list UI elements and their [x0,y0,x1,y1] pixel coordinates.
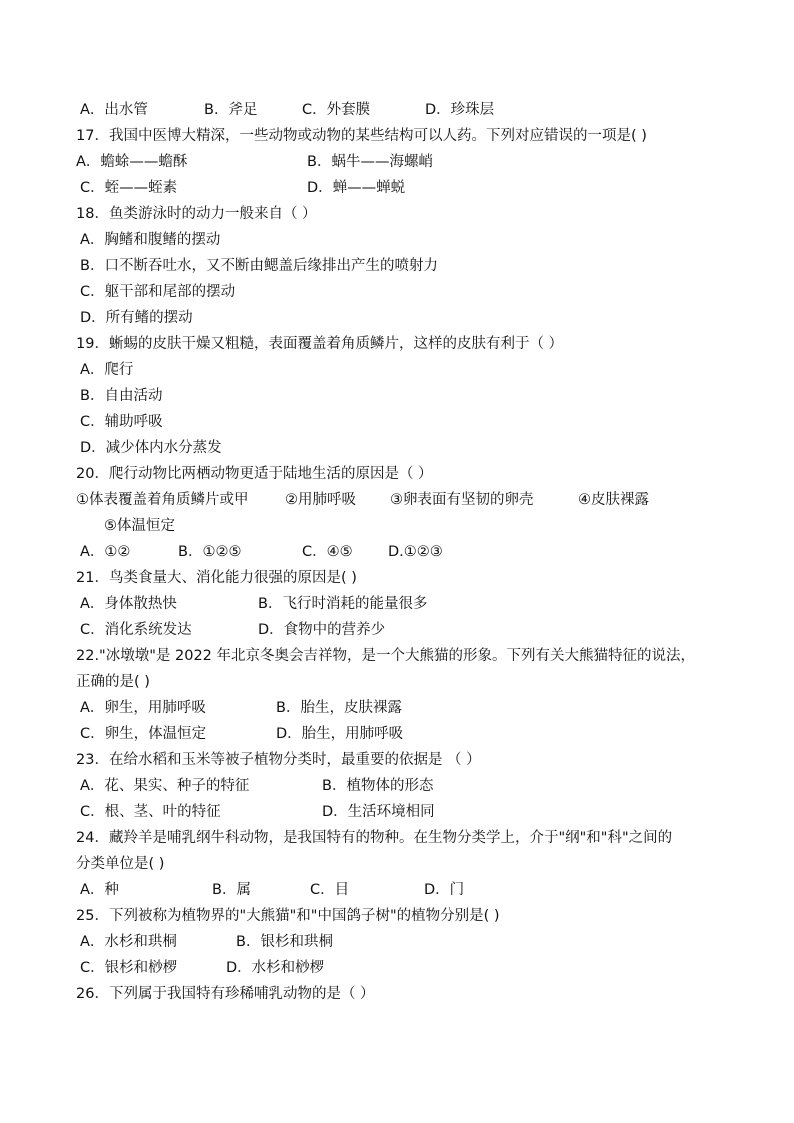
q22-option-c: C．卵生，体温恒定 [80,726,207,742]
q16-option-a: A．出水管 [80,102,148,118]
q20-item-5: ⑤体温恒定 [104,518,175,534]
q24-option-c: C．目 [310,882,350,898]
q20-option-b: B．①②⑤ [178,544,242,560]
q16-option-d: D．珍珠层 [425,102,495,118]
q23-option-c: C．根、茎、叶的特征 [80,804,221,820]
q20-item-4: ④皮肤裸露 [578,492,649,508]
q17-option-c: C．蛭——蛭素 [80,180,178,196]
q20-option-d: D.①②③ [388,544,443,560]
q25-option-b: B．银杉和珙桐 [236,934,333,950]
q20-item-2: ②用肺呼吸 [285,492,356,508]
q25-option-d: D．水杉和桫椤 [226,960,325,976]
q24-option-b: B．属 [212,882,251,898]
q22-option-d: D．胎生，用肺呼吸 [276,726,404,742]
q16-option-b: B．斧足 [204,102,258,118]
q16-option-c: C．外套膜 [302,102,371,118]
q21-option-c: C．消化系统发达 [80,622,192,638]
q17-option-d: D．蝉——蝉蜕 [307,180,406,196]
q25-option-c: C．银杉和桫椤 [80,960,178,976]
q20-option-a: A．①② [80,544,131,560]
q22-option-b: B．胎生，皮肤裸露 [276,700,402,716]
q24-option-a: A．种 [80,882,119,898]
q20-item-3: ③卵表面有坚韧的卵壳 [390,492,534,508]
q20-item-1: ①体表覆盖着角质鳞片或甲 [76,492,249,508]
q23-option-d: D．生活环境相同 [322,804,435,820]
q21-option-a: A．身体散热快 [80,596,177,612]
q17-option-a: A．蟾蜍——蟾酥 [76,154,188,170]
exam-page: A．出水管 B．斧足 C．外套膜 D．珍珠层 17．我国中医博大精深，一些动物或动物的某些结构可以人药。下列对应错误的一项是( ) A．蟾蜍——蟾酥 B．蜗牛——海螺峭 C．蛭——蛭素 D．蝉——蝉蜕 18．鱼类游泳时的动力一般来自（ ） A．胸鳍和腹鳍的摆动 B．口不断吞吐水，又不断由鳃盖后缘排出产生的喷射力 C．躯干部和尾部的摆动 D．所有鳍的摆动 19．蜥蜴的皮肤干燥又粗糙，表面覆盖着角质鳞片，这样的皮肤有利于（ ） A．爬行 B．自由活动 C．辅助呼吸 D．减少体内水分蒸发 20．爬行动物比两栖动物更适于陆地生活的原因是（ ） ①体表覆盖着角质鳞片或甲 ②用肺呼吸 ③卵表面有坚韧的卵壳 ④皮肤裸露 ⑤体温恒定 A．①② B．①②⑤ C．④⑤ D.①②③ 21．鸟类食量大、消化能力很强的原因是( ) A．身体散热快 B．飞行时消耗的能量很多 C．消化系统发达 D．食物中的营养少 22."冰墩墩"是 2022 年北京冬奥会吉祥物，是一个大熊猫的形象。下列有关大熊猫特征的说法， 正确的是( ) A．卵生，用肺呼吸 B．胎生，皮肤裸露 C．卵生，体温恒定 D．胎生，用肺呼吸 23．在给水稻和玉米等被子植物分类时，最重要的依据是 （ ） A．花、果实、种子的特征 B．植物体的形态 C．根、茎、叶的特征 D．生活环境相同 24．藏羚羊是哺乳纲牛科动物，是我国特有的物种。在生物分类学上，介于"纲"和"科"之间的 分类单位是( ) A．种 B．属 C．目 D．门 25．下列被称为植物界的"大熊猫"和"中国鸽子树"的植物分别是( ) A．水杉和珙桐 B．银杉和珙桐 C．银杉和桫椤 D．水杉和桫椤 26．下列属于我国特有珍稀哺乳动物的是（ ） [76,102,696,1002]
q23-option-b: B．植物体的形态 [322,778,434,794]
q25-option-a: A．水杉和珙桐 [80,934,177,950]
q23-option-a: A．花、果实、种子的特征 [80,778,250,794]
q24-option-d: D．门 [424,882,465,898]
q17-option-b: B．蜗牛——海螺峭 [307,154,433,170]
q22-option-a: A．卵生，用肺呼吸 [80,700,206,716]
q21-option-d: D．食物中的营养少 [258,622,386,638]
q20-option-c: C．④⑤ [302,544,353,560]
q21-option-b: B．飞行时消耗的能量很多 [258,596,428,612]
